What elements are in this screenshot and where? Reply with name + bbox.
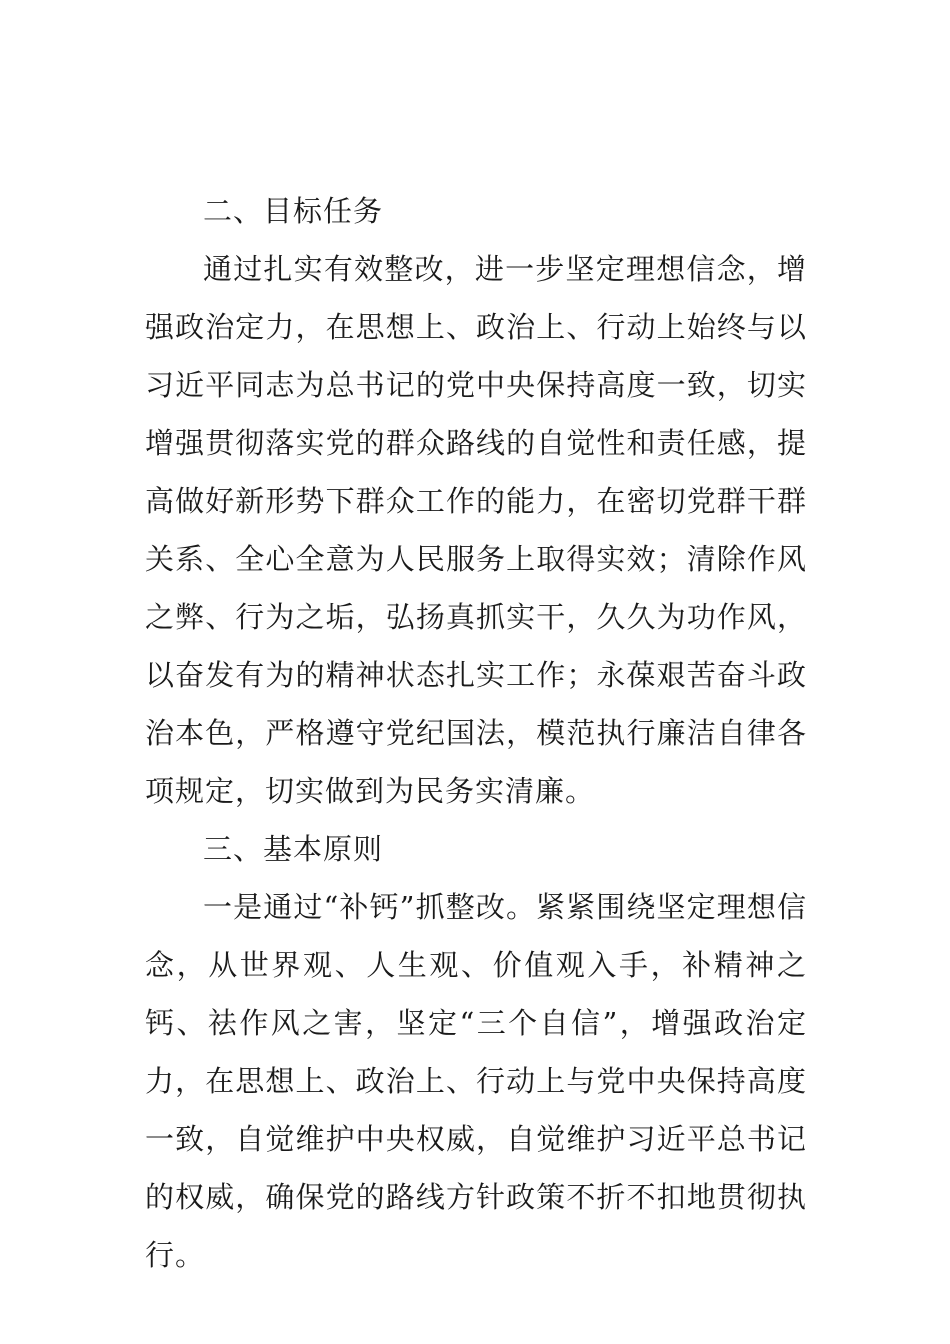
- paragraph-objectives: 通过扎实有效整改，进一步坚定理想信念，增强政治定力，在思想上、政治上、行动上始终与以习近平同志为总书记的党中央保持高度一致，切实增强贯彻落实党的群众路线的自觉性和责任感，提高做好新形势下群众工作的能力，在密切党群干群关系、全心全意为人民服务上取得实效；清除作风之弊、行为之垢，弘扬真抓实干，久久为功作风，以奋发有为的精神状态扎实工作；永葆艰苦奋斗政治本色，严格遵守党纪国法，模范执行廉洁自律各项规定，切实做到为民务实清廉。: [145, 252, 807, 808]
- section-heading-objectives: 二、目标任务: [203, 194, 384, 228]
- paragraph-principle-one: 一是通过“补钙”抓整改。紧紧围绕坚定理想信念，从世界观、人生观、价值观入手，补精神之钙、祛作风之害，坚定“三个自信”，增强政治定力，在思想上、政治上、行动上与党中央保持高度一致，自觉维护中央权威，自觉维护习近平总书记的权威，确保党的路线方针政策不折不扣地贯彻执行。: [145, 890, 807, 1272]
- document-body: [145, 182, 807, 1284]
- section-heading-principles: 三、基本原则: [203, 832, 384, 866]
